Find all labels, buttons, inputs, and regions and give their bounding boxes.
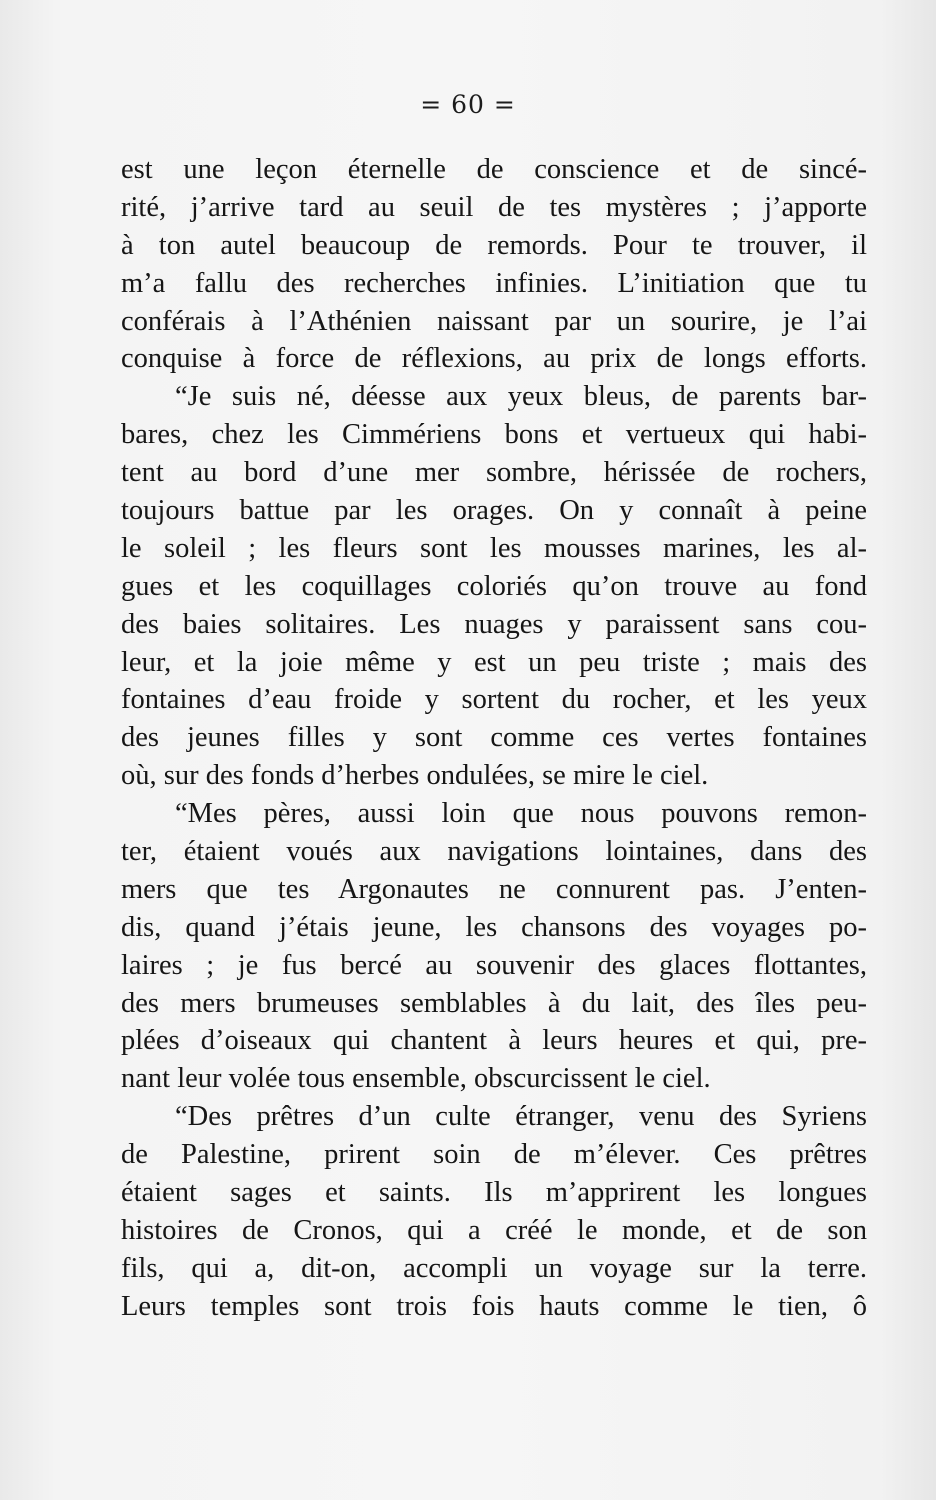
text-line: conquise à force de réflexions, au prix de longs efforts. xyxy=(121,343,867,375)
text-line: des jeunes filles y sont comme ces vertes fontaines xyxy=(121,722,867,754)
text-line: leur, et la joie même y est un peu triste ; mais des xyxy=(121,646,867,678)
text-line: mers que tes Argonautes ne connurent pas. J’enten- xyxy=(121,873,867,905)
text-line: toujours battue par les orages. On y connaît à peine xyxy=(121,495,867,527)
page-number: = 60 = xyxy=(420,90,516,119)
body-text xyxy=(121,151,867,1326)
text-line: rité, j’arrive tard au seuil de tes mystères ; j’apporte xyxy=(121,191,867,223)
text-line: tent au bord d’une mer sombre, hérissée de rochers, xyxy=(121,457,867,489)
text-line: étaient sages et saints. Ils m’apprirent les longues xyxy=(121,1177,867,1209)
text-line: des baies solitaires. Les nuages y paraissent sans cou- xyxy=(121,608,867,640)
text-line: bares, chez les Cimmériens bons et vertueux qui habi- xyxy=(121,419,867,451)
text-line: à ton autel beaucoup de remords. Pour te trouver, il xyxy=(121,229,867,261)
text-line: des mers brumeuses semblables à du lait, des îles peu- xyxy=(121,987,867,1019)
text-line: plées d’oiseaux qui chantent à leurs heures et qui, pre- xyxy=(121,1025,867,1057)
text-line: est une leçon éternelle de conscience et de sincé- xyxy=(121,154,867,185)
paragraph-start-line: “Mes pères, aussi loin que nous pouvons remon- xyxy=(175,798,867,830)
text-line: le soleil ; les fleurs sont les mousses marines, les al- xyxy=(121,532,867,564)
text-line: m’a fallu des recherches infinies. L’initiation que tu xyxy=(121,267,867,299)
text-line: gues et les coquillages coloriés qu’on trouve au fond xyxy=(121,570,867,602)
paragraph-start-line: “Je suis né, déesse aux yeux bleus, de parents bar- xyxy=(175,381,867,413)
text-line: dis, quand j’étais jeune, les chansons des voyages po- xyxy=(121,911,867,943)
text-line: de Palestine, prirent soin de m’élever. Ces prêtres xyxy=(121,1139,867,1171)
text-line: laires ; je fus bercé au souvenir des glaces flottantes, xyxy=(121,949,867,981)
text-line: histoires de Cronos, qui a créé le monde, et de son xyxy=(121,1214,867,1246)
text-line: Leurs temples sont trois fois hauts comme le tien, ô xyxy=(121,1290,867,1322)
paragraph-start-line: “Des prêtres d’un culte étranger, venu des Syriens xyxy=(175,1101,867,1133)
paragraph-end-line: nant leur volée tous ensemble, obscurcissent le ciel. xyxy=(121,1063,711,1095)
text-line: fils, qui a, dit-on, accompli un voyage sur la terre. xyxy=(121,1252,867,1284)
text-line: ter, étaient voués aux navigations lointaines, dans des xyxy=(121,836,867,868)
text-line: conférais à l’Athénien naissant par un sourire, je l’ai xyxy=(121,305,867,337)
text-line: fontaines d’eau froide y sortent du rocher, et les yeux xyxy=(121,684,867,716)
paragraph-end-line: où, sur des fonds d’herbes ondulées, se mire le ciel. xyxy=(121,760,709,792)
